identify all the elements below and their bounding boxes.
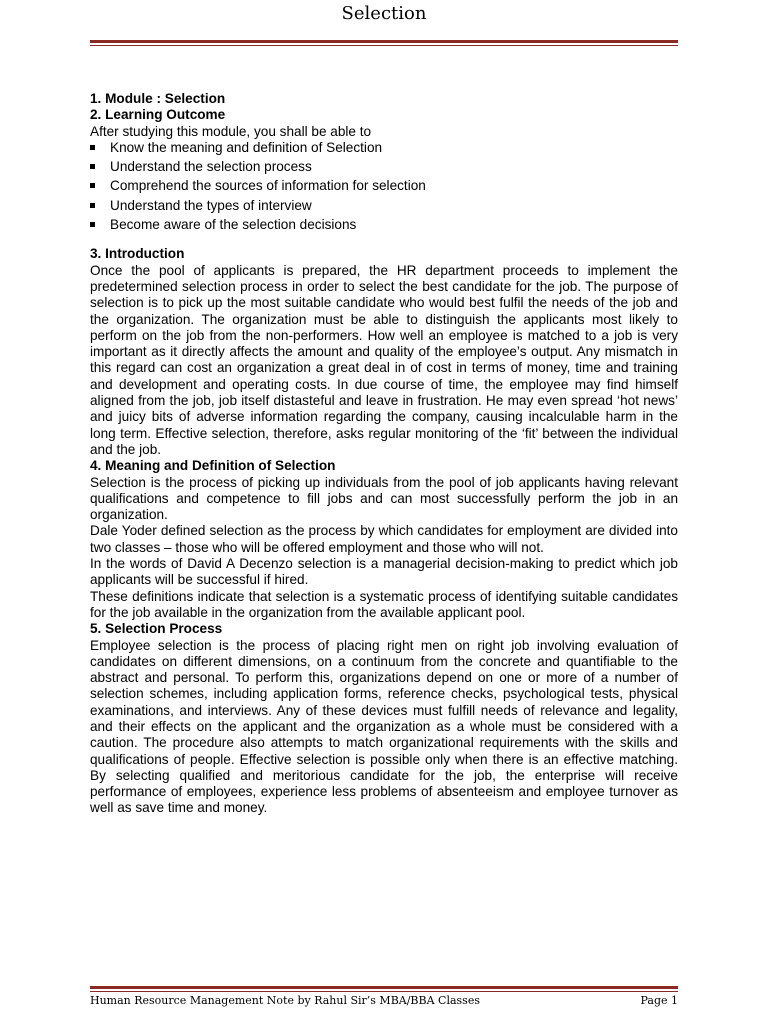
list-item-text: Comprehend the sources of information for selection [110, 178, 426, 194]
document-body [90, 91, 678, 817]
footer-divider [90, 986, 678, 992]
list-item [90, 159, 678, 175]
list-item [90, 198, 678, 214]
list-item-text: Understand the selection process [110, 159, 312, 175]
meaning-paragraph-3: In the words of David A Decenzo selection is a managerial decision-making to predict which job applicants will be successful if hired. [90, 556, 678, 588]
meaning-paragraph-2: Dale Yoder defined selection as the process by which candidates for employment are divided into two classes – those who will be offered employment and those who will not. [90, 523, 678, 555]
header-divider [90, 40, 678, 46]
bullet-icon [90, 222, 95, 227]
bullet-icon [90, 145, 95, 150]
bullet-icon [90, 203, 95, 208]
learning-outcome-list [90, 140, 678, 233]
list-item [90, 140, 678, 156]
learning-outcome-intro: After studying this module, you shall be able to [90, 123, 372, 139]
list-item-text: Understand the types of interview [110, 197, 312, 213]
list-item [90, 217, 678, 233]
learning-outcome-heading: 2. Learning Outcome [90, 107, 226, 123]
page-header-title: Selection [341, 3, 427, 24]
page-number: Page 1 [640, 994, 678, 1007]
list-item-text: Know the meaning and definition of Selection [110, 139, 383, 155]
module-title: 1. Module : Selection [90, 91, 226, 106]
list-item-text: Become aware of the selection decisions [110, 217, 357, 233]
bullet-icon [90, 164, 95, 169]
meaning-heading: 4. Meaning and Definition of Selection [90, 458, 336, 474]
introduction-heading: 3. Introduction [90, 246, 185, 262]
process-paragraph: Employee selection is the process of placing right men on right job involving evaluation of candidates on different dimensions, on a continuum from the concrete and quantifiable to the abstract and personal. To perform this, organizations depend on one or more of a number of selection schemes, including application forms, reference checks, psychological tests, physical examinations, and interviews. Any of these devices must fulfill needs of relevance and legality, and their effects on the applicant and the organization as a whole must be considered with a caution. The procedure also attempts to match organizational requirements with the skills and qualifications of people. Effective selection is possible only when there is an effective matching. By selecting qualified and meritorious candidate for the job, the enterprise will receive performance of employees, experience less problems of absenteeism and employee turnover as well as save time and money. [90, 637, 678, 816]
list-item [90, 178, 678, 194]
introduction-paragraph: Once the pool of applicants is prepared, the HR department proceeds to implement the predetermined selection process in order to select the best candidate for the job. The purpose of selection is to pick up the most suitable candidate who would best fulfil the needs of the job and the organization. The organization must be able to distinguish the applicants most likely to perform on the job from the non-performers. How well an employee is matched to a job is very important as it directly affects the amount and quality of the employee’s output. Any mismatch in this regard can cost an organization a great deal in of cost in terms of money, time and training and development and operating costs. In due course of time, the employee may find himself aligned from the job, job itself distasteful and leave in frustration. He may even spread ‘hot news’ and juicy bits of adverse information regarding the company, causing incalculable harm in the long term. Effective selection, therefore, asks regular monitoring of the ‘fit’ between the individual and the job. [90, 262, 678, 457]
footer-note: Human Resource Management Note by Rahul Sir’s MBA/BBA Classes [90, 994, 480, 1007]
process-heading: 5. Selection Process [90, 621, 223, 637]
bullet-icon [90, 183, 95, 188]
meaning-paragraph-1: Selection is the process of picking up individuals from the pool of job applicants having relevant qualifications and competence to fill jobs and can most successfully perform the job in an organization. [90, 474, 678, 523]
meaning-paragraph-4: These definitions indicate that selection is a systematic process of identifying suitable candidates for the job available in the organization from the available applicant pool. [90, 588, 678, 620]
